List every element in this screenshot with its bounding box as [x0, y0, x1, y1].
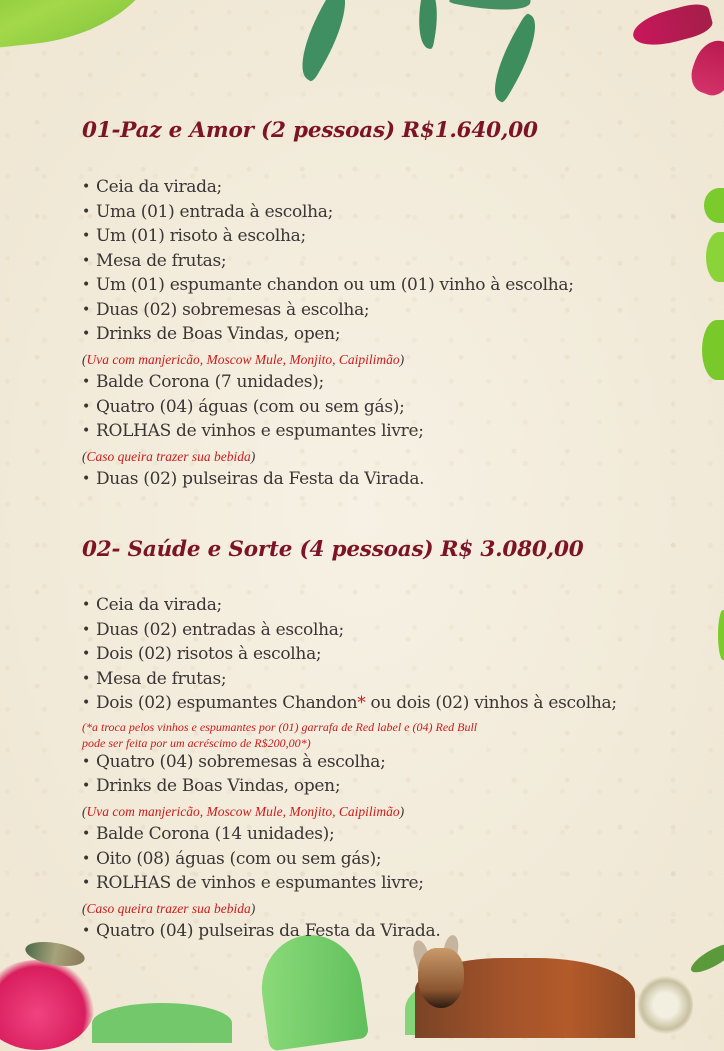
- list-item: [82, 323, 574, 348]
- item-text: Drinks de Boas Vindas, open;: [95, 776, 341, 796]
- bullet-icon: •: [82, 374, 90, 390]
- bullet-icon: •: [82, 850, 90, 867]
- leaf-illustration: [287, 0, 360, 83]
- paren: (: [82, 803, 87, 819]
- stem-illustration: [687, 939, 724, 978]
- paren: (: [82, 900, 87, 916]
- leaf-illustration: [704, 188, 724, 223]
- asterisk-footnote-mark: *: [357, 693, 366, 713]
- item-text: Quatro (04) sobremesas à escolha;: [95, 751, 386, 772]
- dandelion-illustration: [638, 975, 693, 1035]
- item-text: Duas (02) pulseiras da Festa da Virada.: [95, 469, 425, 489]
- item-text: Dois (02) espumantes Chandon: [95, 693, 358, 713]
- item-text: Oito (08) águas (com ou sem gás);: [95, 848, 382, 869]
- bullet-icon: •: [82, 423, 90, 439]
- item-note: [82, 348, 574, 372]
- footnote-line: (*a troca pelos vinhos e espumantes por (01) garrafa de Red label e (04) Red Bull: [82, 719, 478, 734]
- leaf-illustration: [449, 0, 531, 17]
- magenta-flower-bud-illustration: [686, 35, 724, 100]
- list-item: [82, 668, 617, 693]
- footnote: [82, 719, 617, 751]
- paren: (: [82, 448, 87, 464]
- item-note: [82, 897, 617, 921]
- list-item: [82, 299, 574, 324]
- item-text: Ceia da virada;: [95, 177, 222, 197]
- magenta-flower-bud-illustration: [629, 0, 715, 52]
- paren: ): [399, 803, 405, 819]
- list-item: [82, 225, 574, 250]
- bullet-icon: •: [82, 621, 90, 638]
- leaf-illustration: [413, 0, 443, 49]
- bullet-icon: •: [82, 228, 90, 244]
- item-text: Duas (02) entradas à escolha;: [95, 619, 344, 640]
- item-text: Quatro (04) pulseiras da Festa da Virada.: [95, 921, 441, 941]
- package-title: 02- Saúde e Sorte (4 pessoas) R$ 3.080,00: [82, 537, 584, 562]
- leaf-illustration: [92, 1003, 232, 1043]
- pink-flower-illustration: [0, 960, 95, 1050]
- list-item: [82, 201, 574, 226]
- bullet-icon: •: [82, 695, 90, 711]
- item-note: [82, 800, 617, 824]
- bullet-icon: •: [82, 179, 90, 195]
- item-text: Um (01) risoto à escolha;: [95, 226, 306, 246]
- list-item: [82, 371, 574, 396]
- bullet-icon: •: [82, 778, 90, 794]
- item-text: ROLHAS de vinhos e espumantes livre;: [95, 421, 424, 441]
- bullet-icon: •: [82, 670, 90, 687]
- bullet-icon: •: [82, 301, 90, 318]
- paren: ): [250, 448, 256, 464]
- list-item: [82, 823, 617, 848]
- list-item: [82, 775, 617, 800]
- bullet-icon: •: [82, 826, 90, 842]
- bullet-icon: •: [82, 398, 90, 415]
- list-item: [82, 420, 574, 445]
- item-text: ROLHAS de vinhos e espumantes livre;: [95, 873, 424, 893]
- item-text: Dois (02) risotos à escolha;: [95, 644, 322, 664]
- item-text: Uma (01) entrada à escolha;: [95, 201, 334, 222]
- list-item: [82, 274, 574, 299]
- note-text: Caso queira trazer sua bebida: [86, 448, 251, 464]
- package-items: [82, 176, 574, 493]
- note-text: Uva com manjericão, Moscow Mule, Monjito, Caipilimão: [86, 803, 400, 819]
- paren: (: [82, 351, 87, 367]
- item-note: [82, 445, 574, 469]
- bullet-icon: •: [82, 646, 90, 662]
- list-item: [82, 468, 574, 493]
- paren: ): [399, 351, 405, 367]
- item-text: Balde Corona (14 unidades);: [95, 824, 335, 844]
- list-item: [82, 396, 574, 421]
- item-text: Mesa de frutas;: [95, 250, 227, 271]
- list-item: [82, 250, 574, 275]
- bullet-icon: •: [82, 252, 90, 269]
- bullet-icon: •: [82, 203, 90, 220]
- bullet-icon: •: [82, 277, 90, 293]
- bullet-icon: •: [82, 471, 90, 487]
- bullet-icon: •: [82, 875, 90, 891]
- maned-wolf-head: [418, 948, 464, 1008]
- footnote-line: pode ser feita por um acréscimo de R$200,00*): [82, 735, 311, 750]
- green-leaf-illustration: [0, 0, 170, 50]
- item-text: Ceia da virada;: [95, 595, 222, 615]
- note-text: Uva com manjericão, Moscow Mule, Monjito, Caipilimão: [86, 351, 400, 367]
- bullet-icon: •: [82, 753, 90, 770]
- package-items: [82, 594, 617, 945]
- paren: ): [250, 900, 256, 916]
- note-text: Caso queira trazer sua bebida: [86, 900, 251, 916]
- item-text: Balde Corona (7 unidades);: [95, 372, 324, 392]
- item-text: Quatro (04) águas (com ou sem gás);: [95, 396, 405, 417]
- item-text: Um (01) espumante chandon ou um (01) vinho à escolha;: [95, 275, 574, 295]
- list-item: [82, 692, 617, 717]
- list-item: [82, 848, 617, 873]
- list-item: [82, 594, 617, 619]
- list-item: [82, 619, 617, 644]
- bullet-icon: •: [82, 326, 90, 342]
- item-text: Duas (02) sobremesas à escolha;: [95, 299, 370, 320]
- list-item: [82, 872, 617, 897]
- bullet-icon: •: [82, 597, 90, 613]
- list-item: [82, 176, 574, 201]
- list-item: [82, 643, 617, 668]
- item-text: Drinks de Boas Vindas, open;: [95, 324, 341, 344]
- list-item: [82, 751, 617, 776]
- item-text: ou dois (02) vinhos à escolha;: [365, 693, 617, 713]
- leaf-illustration: [718, 610, 724, 660]
- list-item: [82, 920, 617, 945]
- item-text: Mesa de frutas;: [95, 668, 227, 689]
- leaf-illustration: [702, 320, 724, 380]
- package-title: 01-Paz e Amor (2 pessoas) R$1.640,00: [82, 118, 538, 143]
- leaf-illustration: [481, 13, 549, 104]
- leaf-illustration: [706, 232, 724, 282]
- leaf-illustration: [255, 929, 369, 1051]
- bullet-icon: •: [82, 923, 90, 939]
